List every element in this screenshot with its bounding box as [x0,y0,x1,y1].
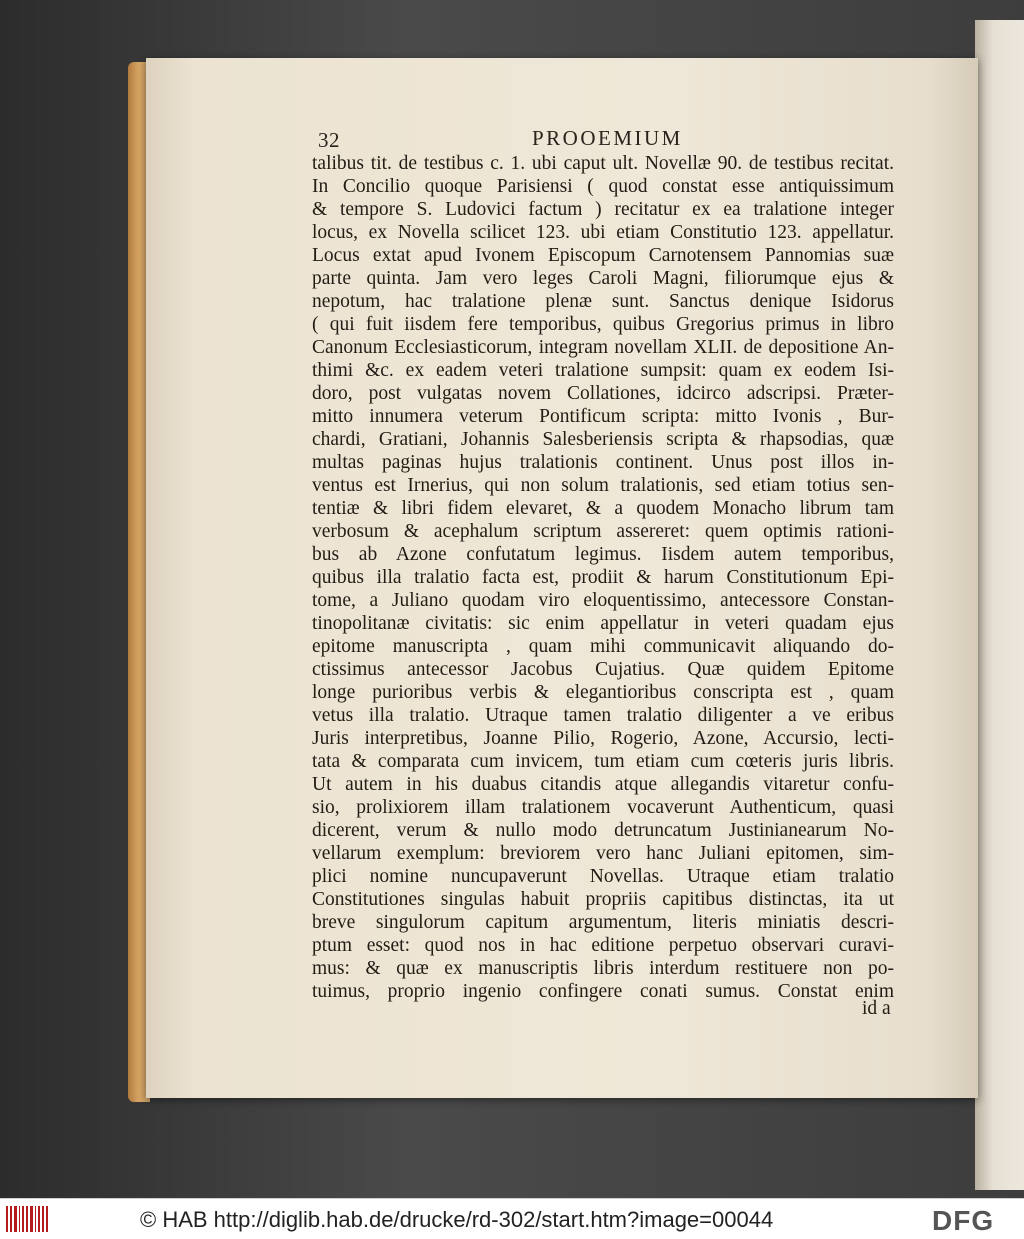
text-line: Canonum Ecclesiasticorum, integram novellam XLII. de depositione An- [312,337,894,358]
catchword: id a [862,998,891,1019]
text-line: mus: & quæ ex manuscriptis libris interdum restituere non po- [312,958,894,979]
text-line: talibus tit. de testibus c. 1. ubi caput ult. Novellæ 90. de testibus recitat. [312,153,894,174]
running-head: PROOEMIUM [532,126,683,150]
text-line: vetus illa tralatio. Utraque tamen tralatio diligenter a ve eribus [312,705,894,726]
text-line: multas paginas hujus tralationis continent. Unus post illos in- [312,452,894,473]
text-line: quibus illa tralatio facta est, prodiit & harum Constitutionum Epi- [312,567,894,588]
page-number: 32 [318,128,340,152]
text-line: ctissimus antecessor Jacobus Cujatius. Quæ quidem Epitome [312,659,894,680]
text-line: Constitutiones singulas habuit propriis capitibus distinctas, ita ut [312,889,894,910]
text-line: verbosum & acephalum scriptum assereret: quem optimis rationi- [312,521,894,542]
copyright-link[interactable]: © HAB http://diglib.hab.de/drucke/rd-302/start.htm?image=00044 [140,1207,774,1232]
text-line: parte quinta. Jam vero leges Caroli Magni, filiorumque ejus & [312,268,894,289]
text-line: chardi, Gratiani, Johannis Salesberiensis scripta & rhapsodias, quæ [312,429,894,450]
text-line: Locus extat apud Ivonem Episcopum Carnotensem Pannomias suæ [312,245,894,266]
text-line: nepotum, hac tralatione plenæ sunt. Sanctus denique Isidorus [312,291,894,312]
text-line: mitto innumera veterum Pontificum scripta: mitto Ivonis , Bur- [312,406,894,427]
text-line: In Concilio quoque Parisiensi ( quod constat esse antiquissimum [312,176,894,197]
dfg-logo: DFG [932,1205,995,1236]
text-line: breve singulorum capitum argumentum, literis miniatis descri- [312,912,894,933]
text-line: Juris interpretibus, Joanne Pilio, Rogerio, Azone, Accursio, lecti- [312,728,894,749]
text-line: ventus est Irnerius, qui non solum tralationis, sed etiam totius sen- [312,475,894,496]
text-line: epitome manuscripta , quam mihi communicavit aliquando do- [312,636,894,657]
text-line: tinopolitanæ civitatis: sic enim appellatur in veteri quadam ejus [312,613,894,634]
text-line: tentiæ & libri fidem elevaret, & a quodem Monacho librum tam [312,498,894,519]
text-line: plici nomine nuncupaverunt Novellas. Utraque etiam tralatio [312,866,894,887]
text-line: thimi &c. ex eadem veteri tralatione sumpsit: quam ex eodem Isi- [312,360,894,381]
text-line: tuimus, proprio ingenio confingere conati sumus. Constat enim [312,981,894,1002]
hab-barcode-icon [6,1206,48,1232]
text-line: tome, a Juliano quodam viro eloquentissimo, antecessore Constan- [312,590,894,611]
text-line: sio, prolixiorem illam tralationem vocaverunt Authenticum, quasi [312,797,894,818]
text-line: Ut autem in his duabus citandis atque allegandis vitaretur confu- [312,774,894,795]
text-line: & tempore S. Ludovici factum ) recitatur ex ea tralatione integer [312,199,894,220]
footer-bar [0,1198,1024,1239]
text-line: ptum esset: quod nos in hac editione perpetuo observari curavi- [312,935,894,956]
text-line: dicerent, verum & nullo modo detruncatum Justinianearum No- [312,820,894,841]
text-line: vellarum exemplum: breviorem vero hanc Juliani epitomen, sim- [312,843,894,864]
text-line: ( qui fuit iisdem fere temporibus, quibus Gregorius primus in libro [312,314,894,335]
facing-page-edge [975,20,1024,1190]
text-line: locus, ex Novella scilicet 123. ubi etiam Constitutio 123. appellatur. [312,222,894,243]
body-text [312,152,894,1003]
text-line: tata & comparata cum invicem, tum etiam cum cœteris juris libris. [312,751,894,772]
text-line: longe purioribus verbis & elegantioribus conscripta est , quam [312,682,894,703]
text-line: bus ab Azone confutatum legimus. Iisdem autem temporibus, [312,544,894,565]
text-line: doro, post vulgatas novem Collationes, idcirco adscripsi. Præter- [312,383,894,404]
